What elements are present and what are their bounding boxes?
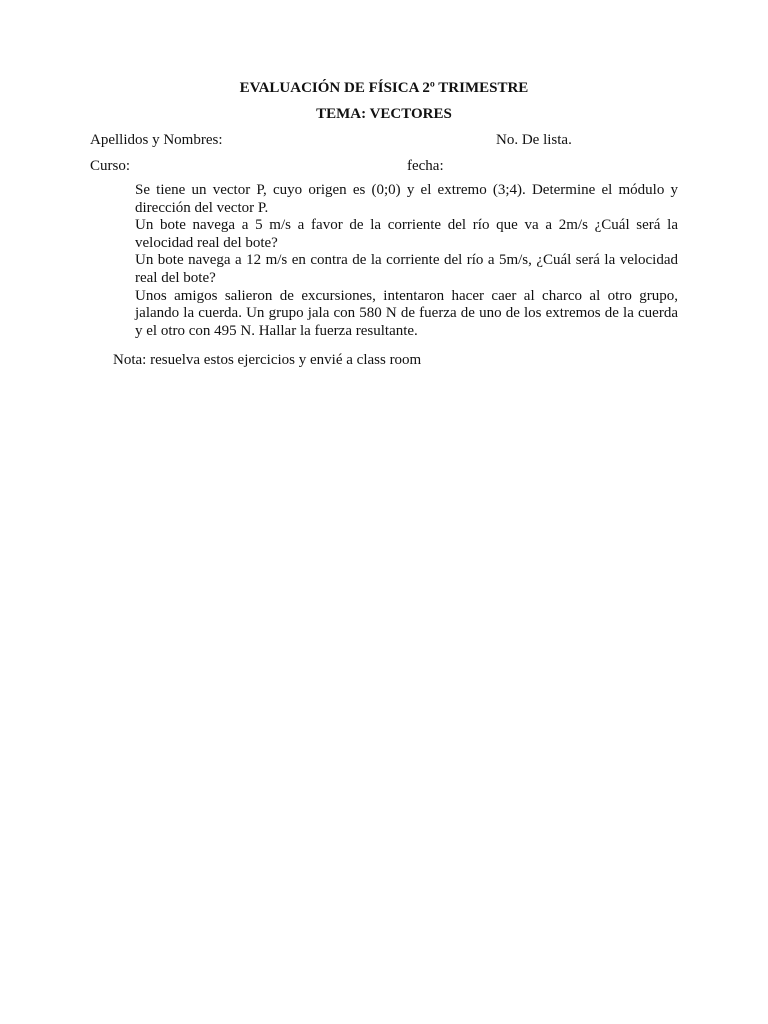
exam-title: EVALUACIÓN DE FÍSICA 2º TRIMESTRE (239, 80, 529, 96)
question-item: Un bote navega a 5 m/s a favor de la corriente del río que va a 2m/s ¿Cuál será la velocidad real del bote? (135, 217, 678, 251)
exam-topic: TEMA: VECTORES (316, 106, 452, 122)
question-list (135, 182, 678, 340)
list-number-label: No. De lista. (496, 132, 572, 148)
question-item: Unos amigos salieron de excursiones, intentaron hacer caer al charco al otro grupo, jalando la cuerda. Un grupo jala con 580 N de fuerza de uno de los extremos de la cuerda y el otro con 495 N. Hallar la fuerza resultante. (135, 287, 678, 339)
course-label: Curso: (90, 158, 131, 174)
names-label: Apellidos y Nombres: (90, 132, 223, 148)
instructions-note: Nota: resuelva estos ejercicios y envié a class room (113, 352, 422, 368)
question-item: Se tiene un vector P, cuyo origen es (0;0) y el extremo (3;4). Determine el módulo y dirección del vector P. (135, 182, 678, 216)
date-label: fecha: (407, 158, 444, 174)
question-item: Un bote navega a 12 m/s en contra de la corriente del río a 5m/s, ¿Cuál será la velocidad real del bote? (135, 252, 678, 286)
